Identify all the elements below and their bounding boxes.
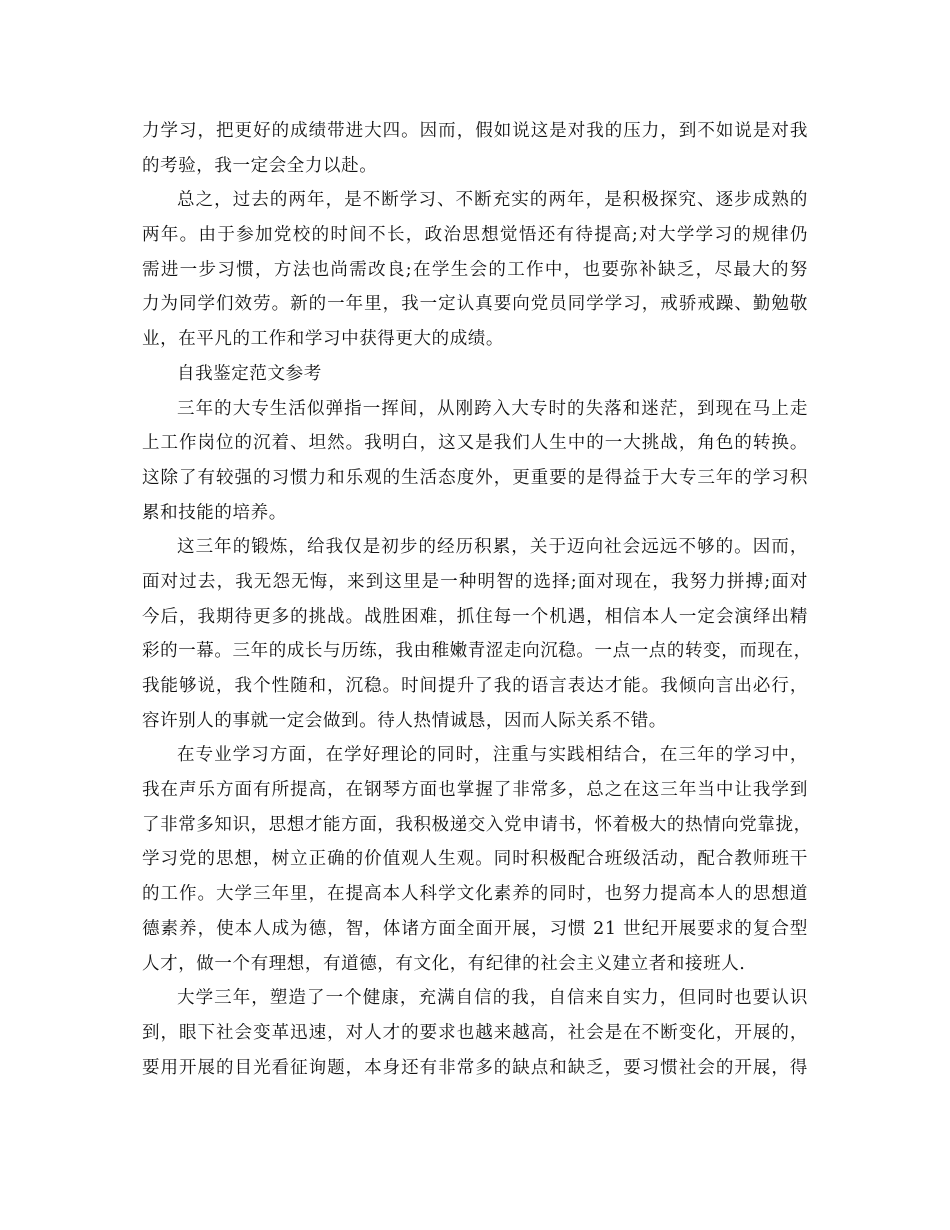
text-line: 的考验，我一定会全力以赴。 — [142, 155, 378, 176]
text-line: 要用开展的目光看征询题，本身还有非常多的缺点和缺乏，要习惯社会的开展，得 — [142, 1057, 808, 1078]
text-line: 力为同学们效劳。新的一年里，我一定认真要向党员同学学习，戒骄戒躁、勤勉敬 — [142, 294, 808, 315]
text-line: 今后，我期待更多的挑战。战胜困难，抓住每一个机遇，相信本人一定会演绎出精 — [142, 606, 808, 627]
text-line: 上工作岗位的沉着、坦然。我明白，这又是我们人生中的一大挑战，角色的转换。 — [142, 433, 808, 454]
text-line: 这三年的锻炼，给我仅是初步的经历积累，关于迈向社会远远不够的。因而， — [177, 537, 808, 558]
text-line: 人才，做一个有理想，有道德，有文化，有纪律的社会主义建立者和接班人. — [142, 953, 746, 974]
text-line: 彩的一幕。三年的成长与历练，我由稚嫩青涩走向沉稳。一点一点的转变，而现在， — [142, 641, 812, 662]
section-heading: 自我鉴定范文参考 — [177, 363, 322, 384]
text-line: 累和技能的培养。 — [142, 502, 287, 523]
text-line: 我能够说，我个性随和，沉稳。时间提升了我的语言表达才能。我倾向言出必行， — [142, 676, 808, 696]
text-line: 这除了有较强的习惯力和乐观的生活态度外，更重要的是得益于大专三年的学习积 — [142, 467, 808, 488]
text-line: 需进一步习惯，方法也尚需改良;在学生会的工作中，也要弥补缺乏，尽最大的努 — [142, 259, 808, 280]
text-line: 力学习，把更好的成绩带进大四。因而，假如说这是对我的压力，到不如说是对我 — [142, 121, 808, 141]
text-line: 总之，过去的两年，是不断学习、不断充实的两年，是积极探究、逐步成熟的 — [177, 190, 808, 211]
text-line: 学习党的思想，树立正确的价值观人生观。同时积极配合班级活动，配合教师班干 — [142, 849, 808, 870]
text-line: 的工作。大学三年里，在提高本人科学文化素养的同时，也努力提高本人的思想道 — [142, 884, 808, 905]
text-line: 我在声乐方面有所提高，在钢琴方面也掌握了非常多，总之在这三年当中让我学到 — [142, 780, 808, 801]
text-line: 业，在平凡的工作和学习中获得更大的成绩。 — [142, 329, 504, 350]
text-line: 两年。由于参加党校的时间不长，政治思想觉悟还有待提高;对大学学习的规律仍 — [142, 225, 808, 246]
text-line: 到，眼下社会变革迅速，对人才的要求也越来越高，社会是在不断变化，开展的， — [142, 1022, 808, 1043]
text-line: 大学三年，塑造了一个健康，充满自信的我，自信来自实力，但同时也要认识 — [177, 988, 808, 1009]
text-line: 三年的大专生活似弹指一挥间，从刚跨入大专时的失落和迷茫，到现在马上走 — [177, 398, 808, 419]
text-line: 在专业学习方面，在学好理论的同时，注重与实践相结合，在三年的学习中， — [177, 745, 808, 766]
text-line: 容许别人的事就一定会做到。待人热情诚恳，因而人际关系不错。 — [142, 710, 667, 731]
text-line: 了非常多知识，思想才能方面，我积极递交入党申请书，怀着极大的热情向党靠拢， — [142, 814, 812, 835]
text-line: 德素养，使本人成为德，智，体诸方面全面开展，习惯 21 世纪开展要求的复合型 — [142, 918, 808, 939]
document-body — [142, 114, 812, 1085]
text-line: 面对过去，我无怨无悔，来到这里是一种明智的选择;面对现在，我努力拼搏;面对 — [142, 571, 808, 592]
